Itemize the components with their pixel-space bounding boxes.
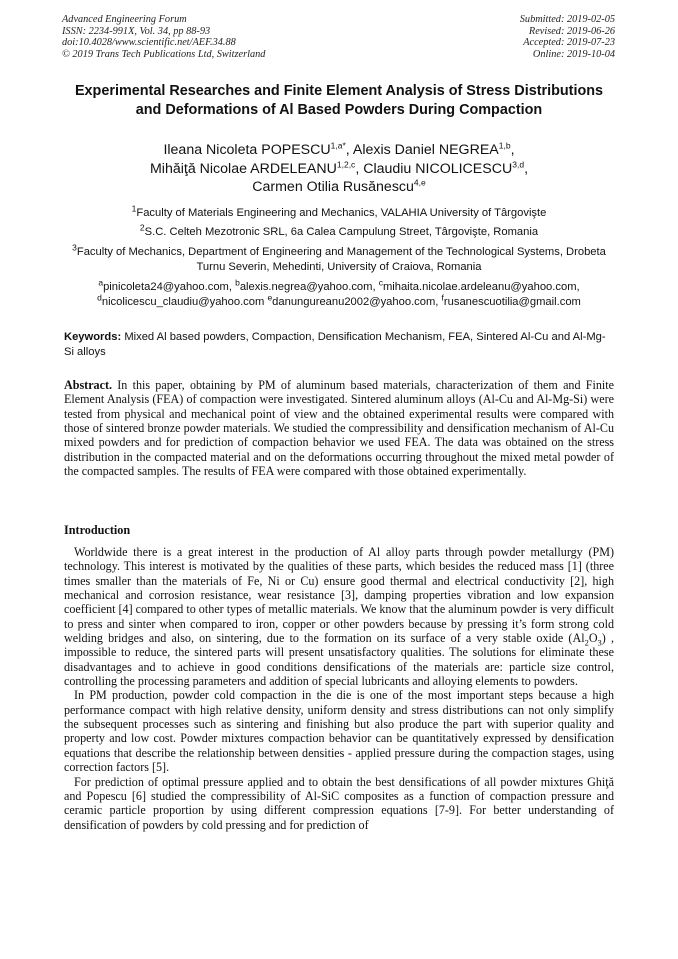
affiliation-text: Faculty of Mechanics, Department of Engineering and Management of the Technological Systems, Drobeta Turnu Severin, Mehedinti, University of Craiova, Romania xyxy=(76,246,606,273)
email-link[interactable]: nicolicescu_claudiu@yahoo.com xyxy=(101,295,265,308)
email-mark: c xyxy=(378,277,383,288)
affiliation-text: S.C. Celteh Mezotronic SRL, 6a Calea Campulung Street, Târgovişte, Romania xyxy=(144,226,539,238)
affiliation-number: 1 xyxy=(131,203,137,214)
accepted-date: Accepted: 2019-07-23 xyxy=(523,37,615,49)
keywords xyxy=(64,330,614,360)
author-separator: , xyxy=(510,142,515,158)
email-link[interactable]: mihaita.nicolae.ardeleanu@yahoo.com, xyxy=(382,281,580,293)
paragraph xyxy=(64,545,614,688)
email-link[interactable]: rusanescuotilia@gmail.com xyxy=(443,295,581,308)
affiliation-2 xyxy=(64,222,614,240)
author-name: Mihăiţă Nicolae ARDELEANU xyxy=(149,160,337,177)
email-link[interactable]: alexis.negrea@yahoo.com, xyxy=(239,281,376,293)
author-separator: , xyxy=(524,160,529,177)
author-affiliation-mark: 1,a* xyxy=(330,140,346,151)
paragraph-text: O xyxy=(588,631,598,646)
author-affiliation-mark: 1,b xyxy=(498,140,511,151)
abstract-label: Abstract. xyxy=(64,378,113,392)
author-emails xyxy=(64,277,614,309)
affiliation-1 xyxy=(64,203,614,221)
revised-date: Revised: 2019-06-26 xyxy=(528,25,615,37)
paragraph: In PM production, powder cold compaction in the die is one of the most important steps because a high performance compact with high relative density, uniform density and stress distributions can not only simplify the subsequent processes such as sintering and finishing but also produce the part with superior quality and property and low cost. Powder mixtures compaction behavior can be quantitatively expressed by densification equations that describe the relationship between densities - applied pressure during the compaction stages, using correction factors [5]. xyxy=(64,688,614,775)
journal-info xyxy=(62,14,265,60)
author-affiliation-mark: 1,2,c xyxy=(336,158,356,169)
keywords-text: Mixed Al based powders, Compaction, Densification Mechanism, FEA, Sintered Al-Cu and Al-Mg-Si alloys xyxy=(64,331,606,358)
email-link[interactable]: danungureanu2002@yahoo.com, xyxy=(272,295,439,308)
affiliation-3 xyxy=(64,242,614,274)
author-name: Claudiu NICOLICESCU xyxy=(363,160,513,177)
email-mark: e xyxy=(267,291,273,302)
email-mark: f xyxy=(441,291,444,302)
paragraph: For prediction of optimal pressure applied and to obtain the best densifications of all powder mixtures Ghiţă and Popescu [6] studied the compressibility of Al-SiC composites as a function of compaction pressure and ceramic particle proportion by using different compression equations [7-9]. For better understanding of densification of powders by cold pressing and for prediction of xyxy=(64,774,614,832)
author-list xyxy=(60,141,618,197)
email-link[interactable]: pinicoleta24@yahoo.com, xyxy=(103,281,232,293)
author-name: Ileana Nicoleta POPESCU xyxy=(163,142,331,158)
issn: ISSN: 2234-991X, Vol. 34, pp 88-93 xyxy=(62,25,211,37)
section-heading-introduction: Introduction xyxy=(64,523,131,537)
affiliation-number: 3 xyxy=(72,242,77,253)
author-affiliation-mark: 3,d xyxy=(512,158,525,169)
subscript: 3 xyxy=(597,637,602,648)
online-date: Online: 2019-10-04 xyxy=(532,48,615,60)
email-mark: a xyxy=(98,277,104,288)
doi[interactable]: doi:10.4028/www.scientific.net/AEF.34.88 xyxy=(62,37,236,49)
copyright: © 2019 Trans Tech Publications Ltd, Switzerland xyxy=(62,48,266,60)
email-mark: b xyxy=(235,277,240,288)
author-name: Carmen Otilia Rusănescu xyxy=(252,179,414,195)
author-separator: , xyxy=(345,142,353,158)
journal-name: Advanced Engineering Forum xyxy=(62,14,187,25)
abstract xyxy=(64,378,614,478)
email-mark: d xyxy=(97,291,102,302)
submitted-date: Submitted: 2019-02-05 xyxy=(519,14,615,25)
paragraph-text: ) , impossible to reduce, the sintered parts will present unsatisfactory qualities. The solutions for eliminate these disadvantages and to achieve in good conditions densifications of the materials are: particle size control, controlling the processing parameters and addition of special lubricants and alloying elements to powders. xyxy=(64,631,614,689)
paper-title: Experimental Researches and Finite Element Analysis of Stress Distributions and Deformations of Al Based Powders During Compaction xyxy=(74,83,604,118)
introduction-body xyxy=(64,545,614,832)
paragraph-text: Worldwide there is a great interest in the production of Al alloy parts through powder metallurgy (PM) technology. This interest is motivated by the qualities of these parts, which besides the reduced mass [1] (three times smaller than the materials of Fe, Ni or Cu) ensure good thermal and electrical conductivity [2], high mechanical and corrosion resistance, wear resistance [3], damping properties vibration and low expansion coefficient [4] compared to other types of metallic materials. We know that the aluminum powder is very difficult to press and sinter when compared to iron, copper or other powders because by pressing it’s form strong cold welding bridges and also, on sintering, due to the formation on its surface of a very stable oxide (Al xyxy=(64,545,614,646)
subscript: 2 xyxy=(584,637,589,648)
publication-dates xyxy=(520,14,615,60)
author-name: Alexis Daniel NEGREA xyxy=(352,142,499,158)
affiliation-number: 2 xyxy=(139,222,145,233)
abstract-text: In this paper, obtaining by PM of aluminum based materials, characterization of them and Finite Element Analysis (FEA) of compaction were investigated. Sintered aluminum alloys (Al-Cu and Al-Mg-Si) were tested from physical and mechanical point of view and the obtained experimental results were compared with those of sintered bronze powder materials. We studied the compressibility and densification mechanism of Al-Cu mixed powders and for prediction of compaction behavior we used FEA. The data was obtained on the stress distribution in the compacted material and on the deformations occurring throughout the mixed metal powder of the compacted samples. The results of FEA were compared with those obtained experimentally. xyxy=(64,378,614,479)
affiliation-text: Faculty of Materials Engineering and Mechanics, VALAHIA University of Târgovişte xyxy=(136,207,547,219)
author-separator: , xyxy=(355,160,364,177)
keywords-label: Keywords: xyxy=(64,331,122,343)
author-affiliation-mark: 4,e xyxy=(413,177,426,188)
